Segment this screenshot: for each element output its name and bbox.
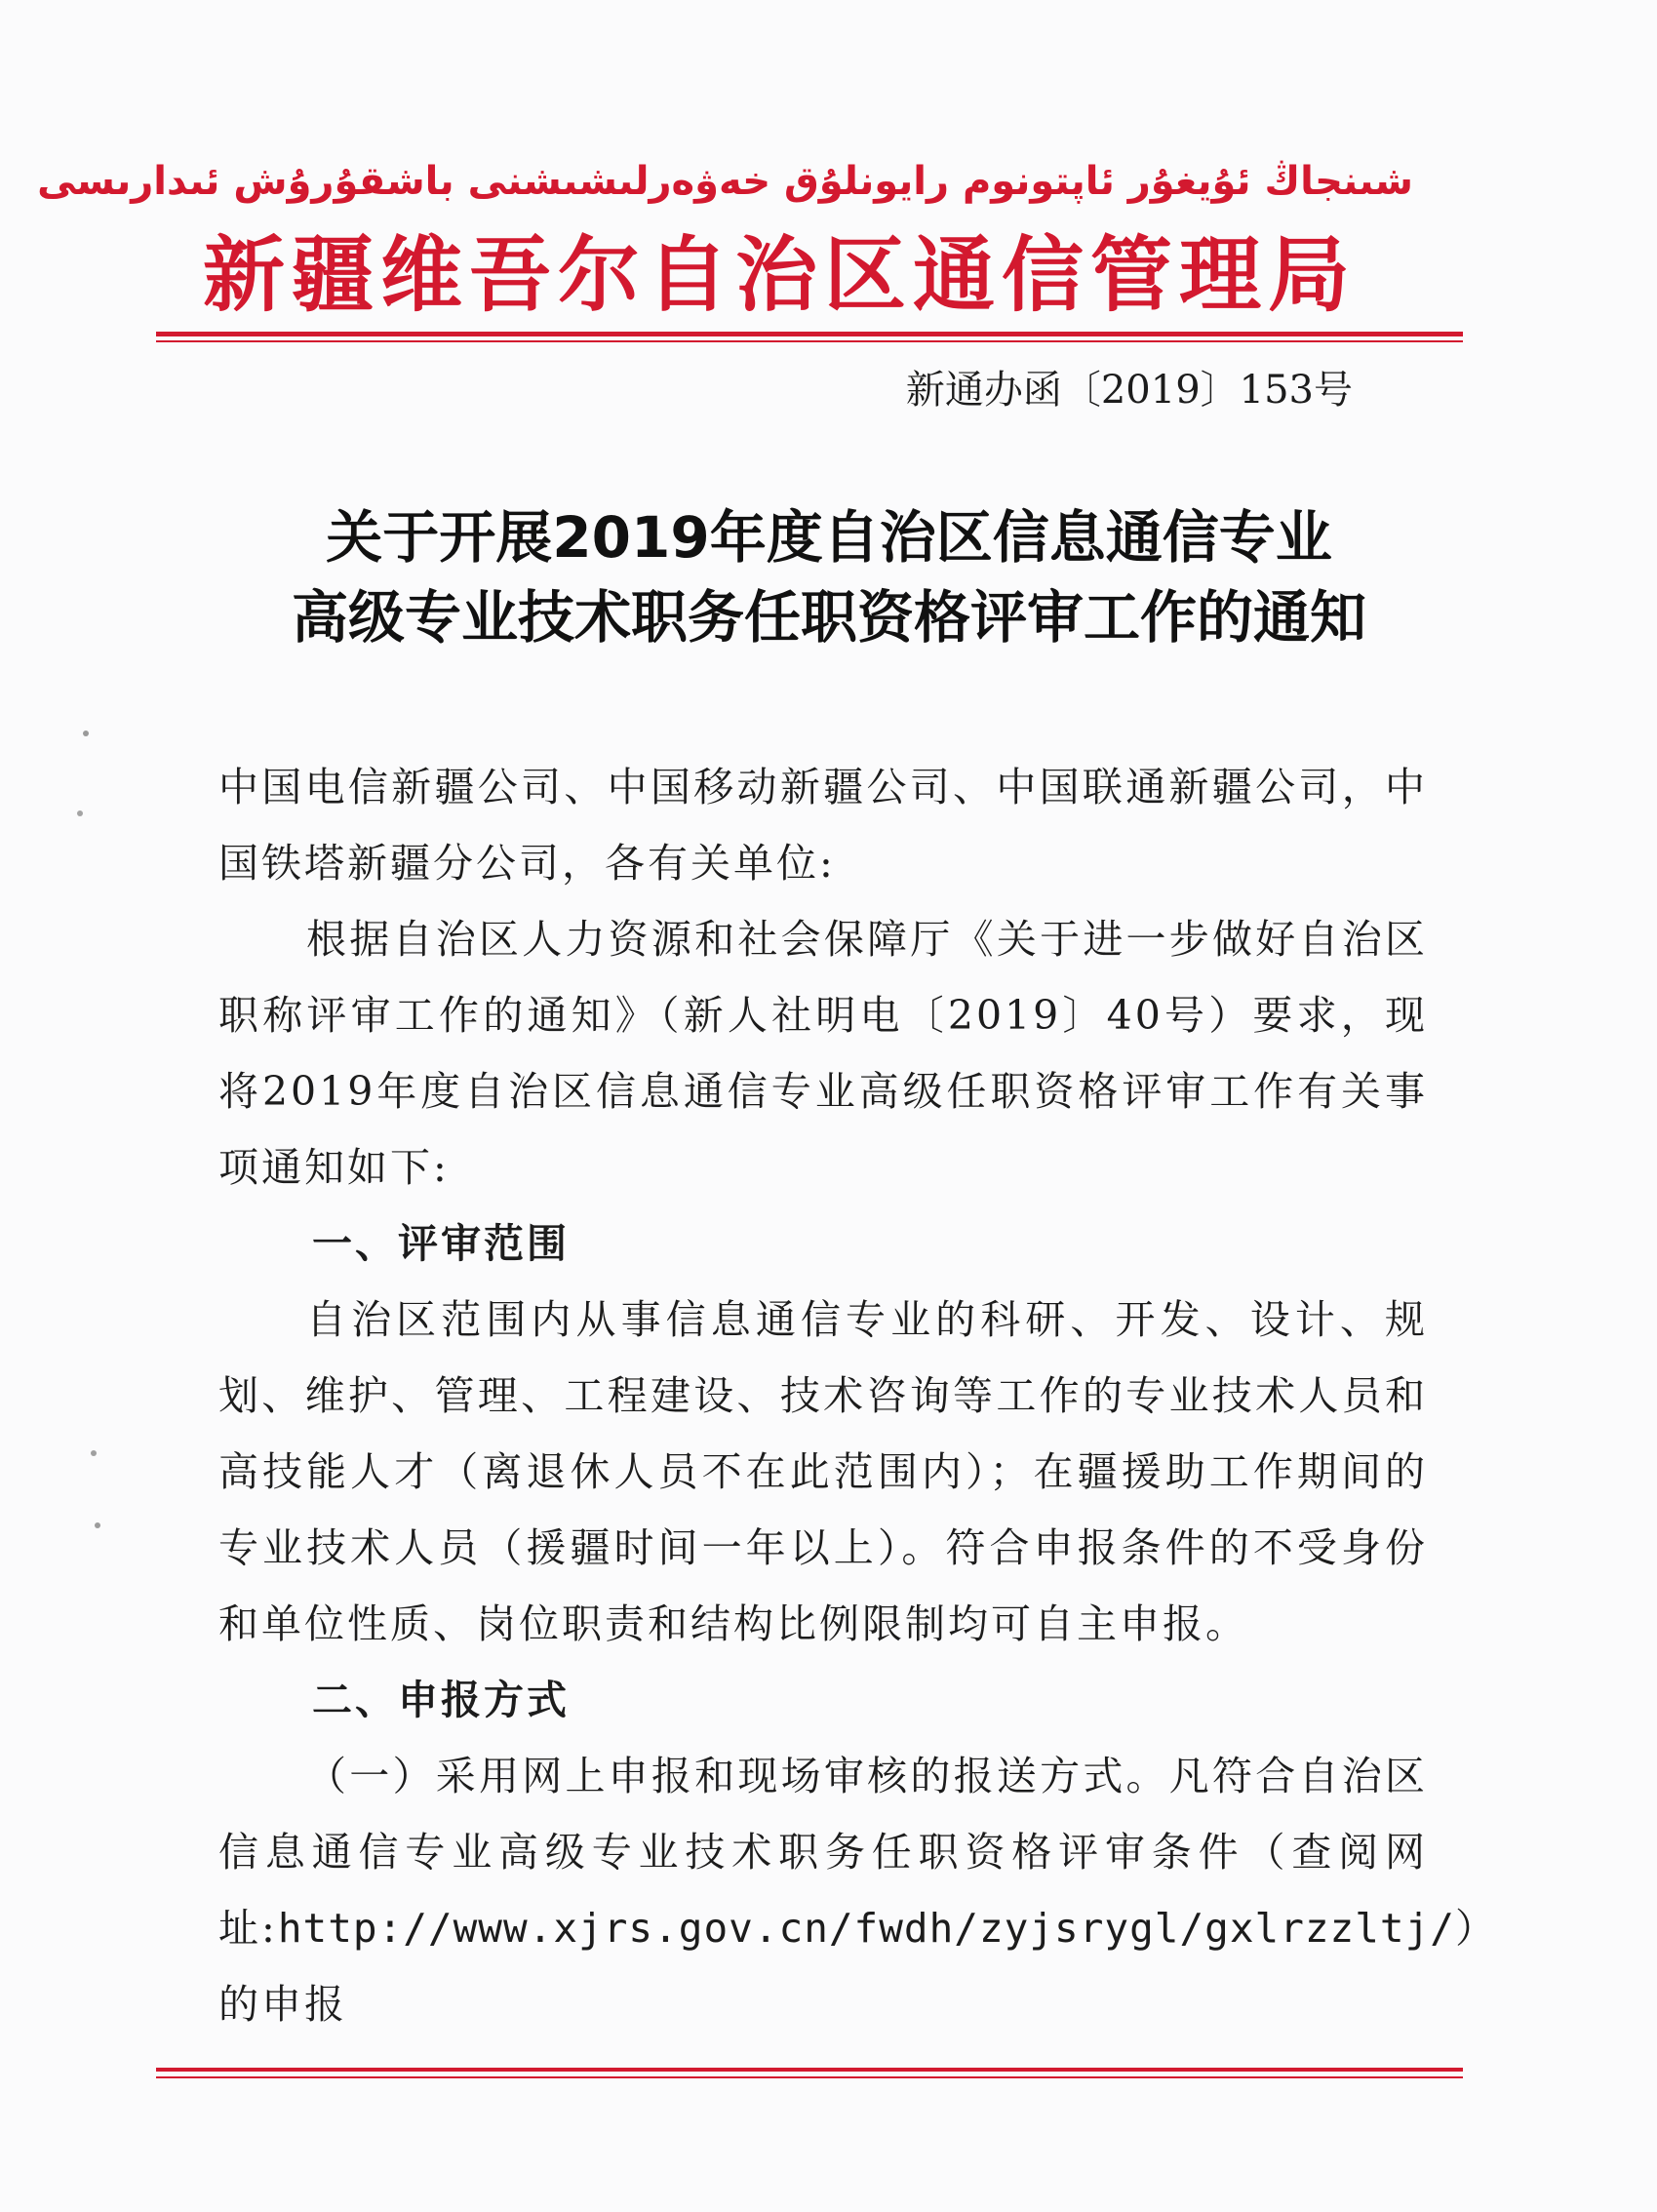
section-2-text: （一）采用网上申报和现场审核的报送方式。凡符合自治区信息通信专业高级专业技术职务任职资格评审条件（查阅网址:	[218, 1753, 1428, 1952]
scan-speck	[77, 810, 83, 816]
title-line-1: 关于开展2019年度自治区信息通信专业	[326, 504, 1332, 571]
intro-paragraph: 根据自治区人力资源和社会保障厅《关于进一步做好自治区职称评审工作的通知》（新人社明电〔2019〕40号）要求，现将2019年度自治区信息通信专业高级任职资格评审工作有关事项通知如下:	[218, 916, 1428, 1191]
scan-speck	[95, 1522, 100, 1528]
document-number: 新通办函〔2019〕153号	[905, 368, 1353, 413]
scan-speck	[83, 731, 89, 736]
section-1-paragraph: 自治区范围内从事信息通信专业的科研、开发、设计、规划、维护、管理、工程建设、技术咨询等工作的专业技术人员和高技能人才（离退休人员不在此范围内）；在疆援助工作期间的专业技术人员（援疆时间一年以上）。符合申报条件的不受身份和单位性质、岗位职责和结构比例限制均可自主申报。	[218, 1296, 1428, 1647]
letterhead-uyghur-name: شىنجاڭ ئۇيغۇر ئاپتونوم رايونلۇق خەۋەرلىشىشنى باشقۇرۇش ئىدارىسى	[37, 159, 1413, 204]
recipients-paragraph: 中国电信新疆公司、中国移动新疆公司、中国联通新疆公司，中国铁塔新疆分公司，各有关单位:	[218, 764, 1428, 887]
letterhead-chinese-name: 新疆维吾尔自治区通信管理局	[203, 227, 1358, 323]
criteria-url-link[interactable]: http://www.xjrs.gov.cn/fwdh/zyjsrygl/gxlrzzltj/	[277, 1905, 1455, 1952]
section-2-heading: 二、申报方式	[312, 1677, 570, 1723]
scan-speck	[91, 1450, 97, 1456]
title-line-2: 高级专业技术职务任职资格评审工作的通知	[291, 584, 1366, 651]
section-2-tail: ）的申报	[218, 1905, 1498, 2028]
section-1-heading: 一、评审范围	[312, 1220, 570, 1267]
